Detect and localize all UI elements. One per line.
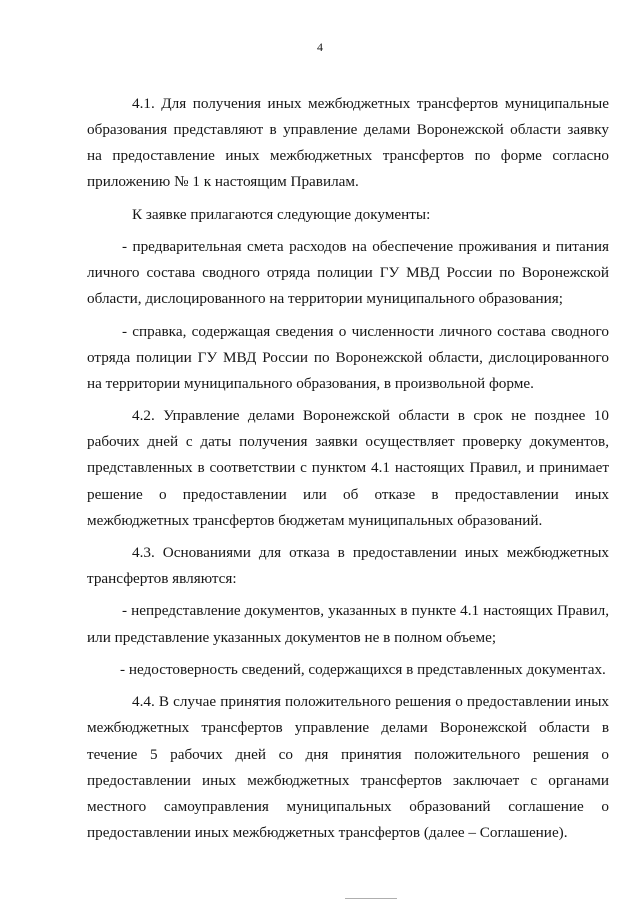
paragraph-4-2: 4.2. Управление делами Воронежской области в срок не позднее 10 рабочих дней с даты получения заявки осуществляет проверку документов, представленных в соответствии с пунктом 4.1 настоящих Правил, и принимает решение о предоставлении или об отказе в предоставлении иных межбюджетных трансфертов бюджетам муниципальных образований. [87, 407, 609, 529]
paragraph-4-1: 4.1. Для получения иных межбюджетных трансфертов муниципальные образования представляют в управление делами Воронежской области заявку на предоставление иных межбюджетных трансфертов по форме согласно приложению № 1 к настоящим Правилам. [87, 95, 609, 191]
list-item-personnel-certificate: - справка, содержащая сведения о численности личного состава сводного отряда полиции ГУ МВД России по Воронежской области, дислоцированного на территории муниципального образования, в произвольной форме. [87, 322, 609, 392]
list-item-unreliable-information: - недостоверность сведений, содержащихся в представленных документах. [120, 660, 606, 678]
paragraph-attachments-intro: К заявке прилагаются следующие документы: [132, 205, 431, 223]
paragraph-4-3: 4.3. Основаниями для отказа в предоставлении иных межбюджетных трансфертов являются: [87, 543, 609, 588]
list-item-preliminary-estimate: - предварительная смета расходов на обеспечение проживания и питания личного состава сводного отряда полиции ГУ МВД России по Воронежской области, дислоцированного на территории муниципального образования; [87, 238, 609, 308]
page-number: 4 [317, 40, 323, 54]
document-body [87, 91, 609, 852]
paragraph-4-4: 4.4. В случае принятия положительного решения о предоставлении иных межбюджетных трансфертов управление делами Воронежской области в течение 5 рабочих дней со дня принятия положительного решения о предоставлении иных межбюджетных трансфертов заключает с органами местного самоуправления муниципальных образований соглашение о предоставлении иных межбюджетных трансфертов (далее – Соглашение). [87, 693, 609, 841]
list-item-documents-not-submitted: - непредставление документов, указанных в пункте 4.1 настоящих Правил, или представление указанных документов не в полном объеме; [87, 602, 609, 646]
scan-artifact-line [345, 898, 397, 899]
